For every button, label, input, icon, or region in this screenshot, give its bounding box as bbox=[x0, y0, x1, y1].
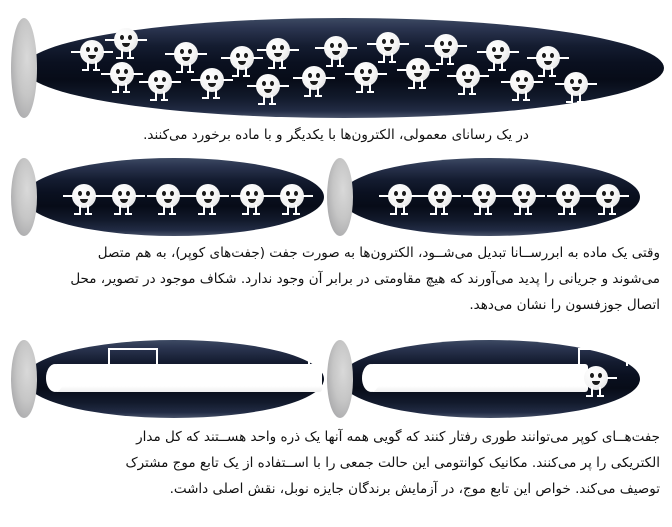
electron bbox=[200, 68, 224, 92]
cooper-pair-link bbox=[180, 195, 196, 197]
tube-left-cap-icon bbox=[11, 340, 37, 418]
electron bbox=[512, 184, 536, 208]
electron bbox=[266, 38, 290, 62]
cooper-pair-link bbox=[412, 195, 428, 197]
electron bbox=[406, 58, 430, 82]
caption-superconductor-line-2: می‌شوند و جریانی را پدید می‌آورند که هیچ مقاومتی در برابر آن وجود ندارد. شکاف موجود در تصویر، محل bbox=[70, 271, 660, 287]
cooper-pair-link bbox=[264, 195, 280, 197]
electron bbox=[110, 62, 134, 86]
electron bbox=[376, 32, 400, 56]
electron bbox=[114, 28, 138, 52]
electron bbox=[72, 184, 96, 208]
electron bbox=[156, 184, 180, 208]
cooper-pair-wave-body bbox=[54, 364, 322, 392]
caption-wave-line-2: الکتریکی را پر می‌کنند. مکانیک کوانتومی این حالت جمعی را با اســتفاده از یک تابع موج مشترک bbox=[125, 455, 660, 471]
electron bbox=[230, 46, 254, 70]
electron bbox=[240, 184, 264, 208]
electron bbox=[510, 70, 534, 94]
cooper-pair-link bbox=[496, 195, 512, 197]
superconductor-tube-right bbox=[340, 158, 640, 236]
electron bbox=[596, 184, 620, 208]
electron bbox=[428, 184, 452, 208]
electron bbox=[148, 70, 172, 94]
electron bbox=[302, 66, 326, 90]
cooper-pair-wave-left-end bbox=[362, 364, 380, 392]
cooper-pair-wave-body bbox=[370, 364, 588, 392]
caption-superconductor-line-1: وقتی یک ماده به ابررســانا تبدیل می‌شــود، الکترون‌ها به صورت جفت (جفت‌های کوپر)، به هم متصل bbox=[97, 245, 660, 261]
wave-tube-right bbox=[340, 340, 640, 418]
electron bbox=[486, 40, 510, 64]
tube-left-cap-icon bbox=[327, 158, 353, 236]
cooper-pair-wave-left-end bbox=[46, 364, 64, 392]
wave-lead-stub-cross bbox=[302, 352, 314, 354]
electron bbox=[196, 184, 220, 208]
electron bbox=[472, 184, 496, 208]
tube-left-cap-icon bbox=[11, 18, 37, 118]
electron bbox=[174, 42, 198, 66]
electron bbox=[584, 366, 608, 390]
electron bbox=[80, 40, 104, 64]
cooper-pair-link bbox=[580, 195, 596, 197]
superconductor-tube-left bbox=[24, 158, 324, 236]
electron bbox=[112, 184, 136, 208]
wave-tube-left bbox=[24, 340, 324, 418]
wave-lead-bracket bbox=[108, 348, 158, 366]
electron bbox=[256, 74, 280, 98]
electron bbox=[556, 184, 580, 208]
wave-lead-bracket bbox=[578, 348, 628, 366]
tube-left-cap-icon bbox=[327, 340, 353, 418]
tube-left-cap-icon bbox=[11, 158, 37, 236]
normal-conductor-tube bbox=[24, 18, 664, 118]
electron bbox=[354, 62, 378, 86]
electron bbox=[564, 72, 588, 96]
electron bbox=[324, 36, 348, 60]
electron bbox=[456, 64, 480, 88]
caption-normal-conductor: در یک رسانای معمولی، الکترون‌ها با یکدیگر و با ماده برخورد می‌کنند. bbox=[143, 127, 529, 143]
electron bbox=[536, 46, 560, 70]
caption-superconductor-line-3: اتصال جوزفسون را نشان می‌دهد. bbox=[469, 297, 660, 313]
electron bbox=[434, 34, 458, 58]
cooper-pair-link bbox=[96, 195, 112, 197]
electron bbox=[388, 184, 412, 208]
caption-wave-line-1: جفت‌هــای کوپر می‌توانند طوری رفتار کنند که گویی همه آنها یک ذره واحد هســتند که کل مدار bbox=[136, 429, 660, 445]
wave-lead-stub bbox=[308, 352, 310, 366]
electron bbox=[280, 184, 304, 208]
caption-wave-line-3: توصیف می‌کند. خواص این تابع موج، در آزمایش برندگان جایزه نوبل، نقش اصلی داشت. bbox=[169, 481, 660, 497]
